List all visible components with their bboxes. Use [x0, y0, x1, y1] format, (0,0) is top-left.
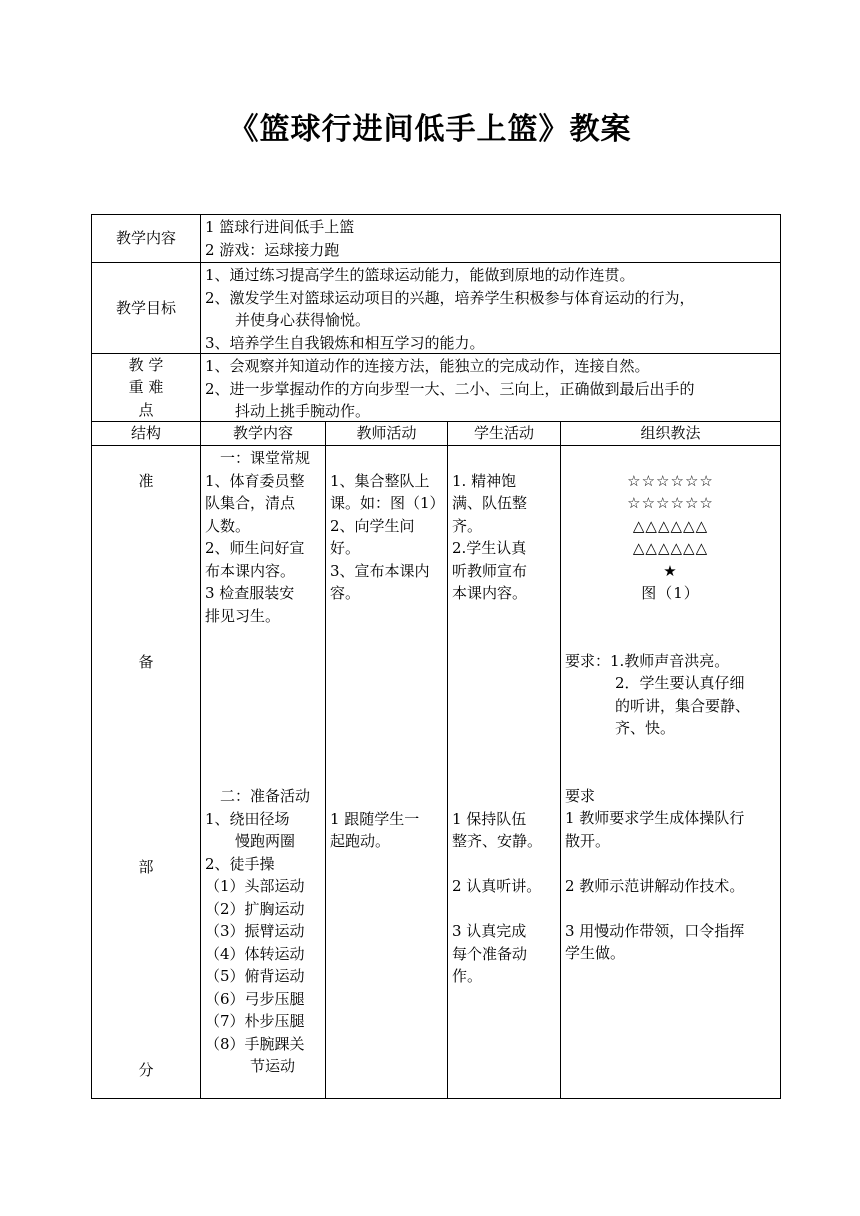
page-title: 《篮球行进间低手上篮》教案	[228, 112, 632, 147]
s2-content-7: （3）振臂运动	[205, 922, 305, 940]
key-points-cell	[200, 353, 781, 422]
header-content: 教学内容	[200, 421, 326, 446]
formation-row-2: ☆☆☆☆☆☆	[627, 494, 714, 512]
s2-teacher-1: 1 跟随学生一	[330, 809, 420, 828]
label-teaching-content	[91, 214, 201, 263]
s1-teacher-6: 容。	[330, 584, 361, 602]
s2-content-3: 慢跑两圈	[235, 832, 296, 850]
student-column	[447, 445, 561, 1099]
s1-req-4: 齐、快。	[615, 719, 676, 737]
s1-content-4: 人数。	[205, 516, 251, 535]
key-line-1: 1、会观察并知道动作的连接方法，能独立的完成动作，连接自然。	[205, 357, 650, 375]
header-structure: 结构	[91, 421, 201, 446]
goal-line-1: 1、通过练习提高学生的篮球运动能力，能做到原地的动作连贯。	[205, 266, 635, 284]
s2-content-5: （1）头部运动	[205, 877, 305, 895]
formation-row-4: △△△△△△	[632, 539, 709, 557]
s2-content-1: 二：准备活动	[220, 787, 311, 805]
s2-content-10: （6）弓步压腿	[205, 989, 305, 1008]
s1-content-7: 3 检查服装安	[205, 584, 295, 602]
s2-teacher-2: 起跑动。	[330, 832, 391, 850]
s2-student-6: 作。	[452, 967, 483, 985]
s1-student-5: 听教师宣布	[452, 561, 528, 580]
s1-content-6: 布本课内容。	[205, 561, 296, 580]
goal-line-3: 并使身心获得愉悦。	[235, 311, 371, 329]
s1-student-2: 满、队伍整	[452, 494, 528, 512]
s1-teacher-1: 1、集合整队上	[330, 471, 430, 490]
s2-req-3: 散开。	[565, 831, 611, 850]
teaching-goals-cell	[200, 262, 781, 354]
s2-content-4: 2、徒手操	[205, 854, 275, 873]
structure-char-4: 分	[138, 1061, 154, 1079]
key-line-2: 2、进一步掌握动作的方向步型一大、二小、三向上，正确做到最后出手的	[205, 379, 695, 398]
s1-student-1: 1. 精神饱	[452, 471, 517, 490]
label-teaching-goals	[91, 262, 201, 354]
label-text: 教学目标	[115, 298, 176, 317]
figure-caption: 图（1）	[641, 584, 700, 602]
formation-row-1: ☆☆☆☆☆☆	[627, 471, 714, 490]
s2-student-5: 每个准备动	[452, 944, 528, 963]
key-line-3: 抖动上挑手腕动作。	[235, 402, 371, 420]
structure-char-3: 部	[138, 858, 154, 876]
s1-student-6: 本课内容。	[452, 584, 528, 602]
s1-req-3: 的听讲，集合要静、	[615, 696, 751, 715]
s2-req-6: 学生做。	[565, 944, 626, 962]
s2-req-4: 2 教师示范讲解动作技术。	[565, 876, 745, 895]
label-line-2: 重 难	[128, 378, 164, 397]
formation-row-3: △△△△△△	[632, 516, 709, 535]
content-line-1: 1 篮球行进间低手上篮	[205, 218, 355, 236]
teacher-column	[325, 445, 448, 1099]
s1-content-8: 排见习生。	[205, 606, 281, 625]
s2-content-8: （4）体转运动	[205, 944, 305, 963]
s1-teacher-3: 2、向学生问	[330, 516, 415, 535]
s2-student-1: 1 保持队伍	[452, 809, 527, 828]
s1-req-1: 要求：1.教师声音洪亮。	[565, 651, 730, 670]
header-student: 学生活动	[447, 421, 561, 446]
s2-student-2: 整齐、安静。	[452, 832, 543, 850]
s2-student-4: 3 认真完成	[452, 922, 527, 940]
structure-char-2: 备	[138, 653, 154, 671]
label-line-1: 教 学	[128, 355, 164, 374]
formation-teacher-star: ★	[663, 561, 678, 580]
s1-student-4: 2.学生认真	[452, 539, 527, 557]
goal-line-4: 3、培养学生自我锻炼和相互学习的能力。	[205, 333, 485, 352]
s2-req-2: 1 教师要求学生成体操队行	[565, 809, 745, 827]
lesson-plan-table	[91, 214, 781, 1099]
structure-column	[91, 445, 201, 1099]
s1-content-3: 队集合，清点	[205, 494, 296, 512]
s2-student-3: 2 认真听讲。	[452, 877, 542, 895]
s1-content-5: 2、师生问好宣	[205, 539, 305, 557]
label-text: 教学内容	[115, 229, 176, 248]
s2-content-9: （5）俯背运动	[205, 967, 305, 985]
header-teacher: 教师活动	[325, 421, 448, 446]
s2-content-6: （2）扩胸运动	[205, 899, 305, 918]
s2-req-5: 3 用慢动作带领，口令指挥	[565, 921, 745, 940]
s1-content-2: 1、体育委员整	[205, 471, 305, 490]
header-organization: 组织教法	[560, 421, 781, 446]
s2-content-2: 1、绕田径场	[205, 809, 290, 828]
label-key-points	[91, 353, 201, 422]
s1-teacher-5: 3、宣布本课内	[330, 561, 430, 580]
goal-line-2: 2、激发学生对篮球运动项目的兴趣，培养学生积极参与体育运动的行为，	[205, 288, 695, 307]
s1-teacher-2: 课。如：图（1）	[330, 494, 445, 512]
s1-student-3: 齐。	[452, 516, 483, 535]
content-line-2: 2 游戏：运球接力跑	[205, 240, 340, 259]
s2-req-1: 要求	[565, 786, 596, 805]
s1-content-1: 一：课堂常规	[220, 449, 311, 467]
s2-content-13: 节运动	[250, 1057, 296, 1075]
label-line-3: 点	[138, 400, 154, 419]
s1-teacher-4: 好。	[330, 539, 361, 557]
s2-content-12: （8）手腕踝关	[205, 1034, 305, 1053]
structure-char-1: 准	[138, 472, 154, 490]
s2-content-11: （7）朴步压腿	[205, 1012, 305, 1030]
teaching-content-cell	[200, 214, 781, 263]
organization-column	[560, 445, 781, 1099]
s1-req-2: 2．学生要认真仔细	[615, 674, 745, 692]
content-column	[200, 445, 326, 1099]
